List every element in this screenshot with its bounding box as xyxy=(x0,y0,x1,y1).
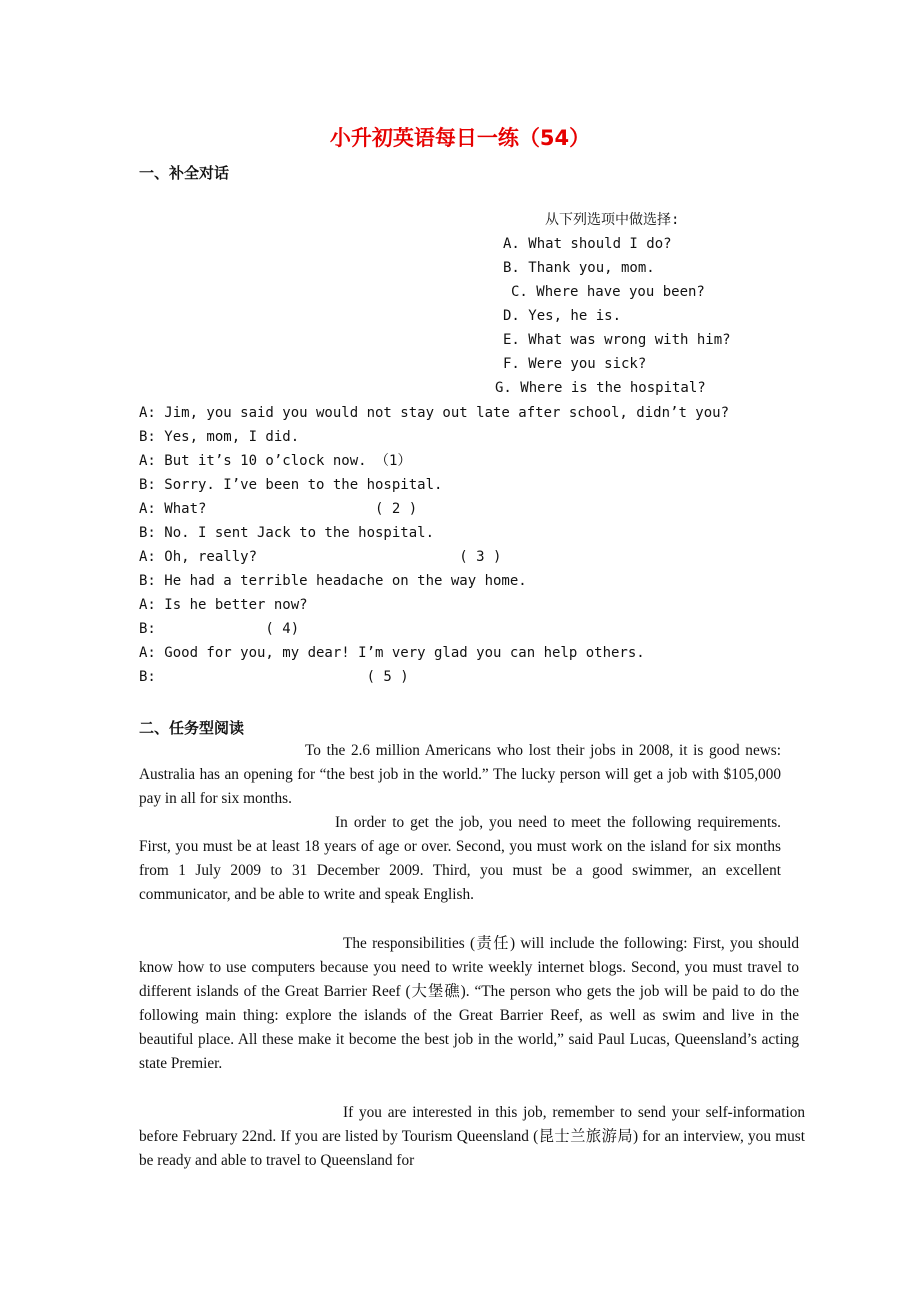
paragraph-text: The responsibilities (责任) will include the following: First, you should know how to use computers because you need to write weekly internet blogs. Second, you must travel to different islands of the Great Barrier Reef (大堡礁). “The person who gets the job will be paid to do the following main thing: explore the islands of the Great Barrier Reef, as well as swim and live in the beautiful place. All these make it become the best job in the world,” said Paul Lucas, Queensland’s acting state Premier. xyxy=(139,935,799,1073)
reading-paragraph xyxy=(139,811,781,907)
option-item: C. Where have you been? xyxy=(511,284,705,300)
options-list xyxy=(495,208,731,400)
section-heading-reading: 二、任务型阅读 xyxy=(139,719,245,737)
dialogue-line: A: What? ( 2 ) xyxy=(139,501,418,517)
dialogue-line: A: Is he better now? xyxy=(139,597,308,613)
paragraph-text: In order to get the job, you need to meet the following requirements. First, you must be at least 18 years of age or over. Second, you must work on the island for six months from 1 July 2009 to 31 December 2009. Third, you must be a good swimmer, an excellent communicator, and be able to write and speak English. xyxy=(139,814,781,904)
options-heading: 从下列选项中做选择: xyxy=(545,212,680,228)
option-item: E. What was wrong with him? xyxy=(503,332,731,348)
section-heading-dialogue: 一、补全对话 xyxy=(139,164,230,182)
option-item: G. Where is the hospital? xyxy=(495,380,706,396)
option-item: D. Yes, he is. xyxy=(503,308,622,324)
dialogue-line: A: But it’s 10 o’clock now. （1） xyxy=(139,453,412,469)
reading-paragraph xyxy=(139,1101,805,1173)
paragraph-text: If you are interested in this job, remember to send your self-information before February 22nd. If you are listed by Tourism Queensland (昆士兰旅游局) for an interview, you must be ready and able to travel to Queensland for xyxy=(139,1104,805,1170)
dialogue-line: B: Yes, mom, I did. xyxy=(139,429,300,445)
page-title: 小升初英语每日一练（54） xyxy=(329,126,591,150)
dialogue-line: B: ( 5 ) xyxy=(139,669,409,685)
option-item: A. What should I do? xyxy=(503,236,672,252)
dialogue-line: A: Jim, you said you would not stay out late after school, didn’t you? xyxy=(139,405,730,421)
paragraph-text: To the 2.6 million Americans who lost their jobs in 2008, it is good news: Australia has an opening for “the best job in the world.” The lucky person will get a job with $105,000 pay in all for six months. xyxy=(139,742,781,808)
reading-paragraph xyxy=(139,932,799,1077)
dialogue-line: A: Oh, really? ( 3 ) xyxy=(139,549,502,565)
dialogue-line: B: No. I sent Jack to the hospital. xyxy=(139,525,435,541)
dialogue-line: B: ( 4) xyxy=(139,621,300,637)
dialogue-line: B: Sorry. I’ve been to the hospital. xyxy=(139,477,443,493)
dialogue xyxy=(139,401,729,689)
option-item: B. Thank you, mom. xyxy=(503,260,655,276)
dialogue-line: B: He had a terrible headache on the way home. xyxy=(139,573,527,589)
option-item: F. Were you sick? xyxy=(503,356,647,372)
dialogue-line: A: Good for you, my dear! I’m very glad you can help others. xyxy=(139,645,645,661)
reading-paragraph xyxy=(139,739,781,811)
